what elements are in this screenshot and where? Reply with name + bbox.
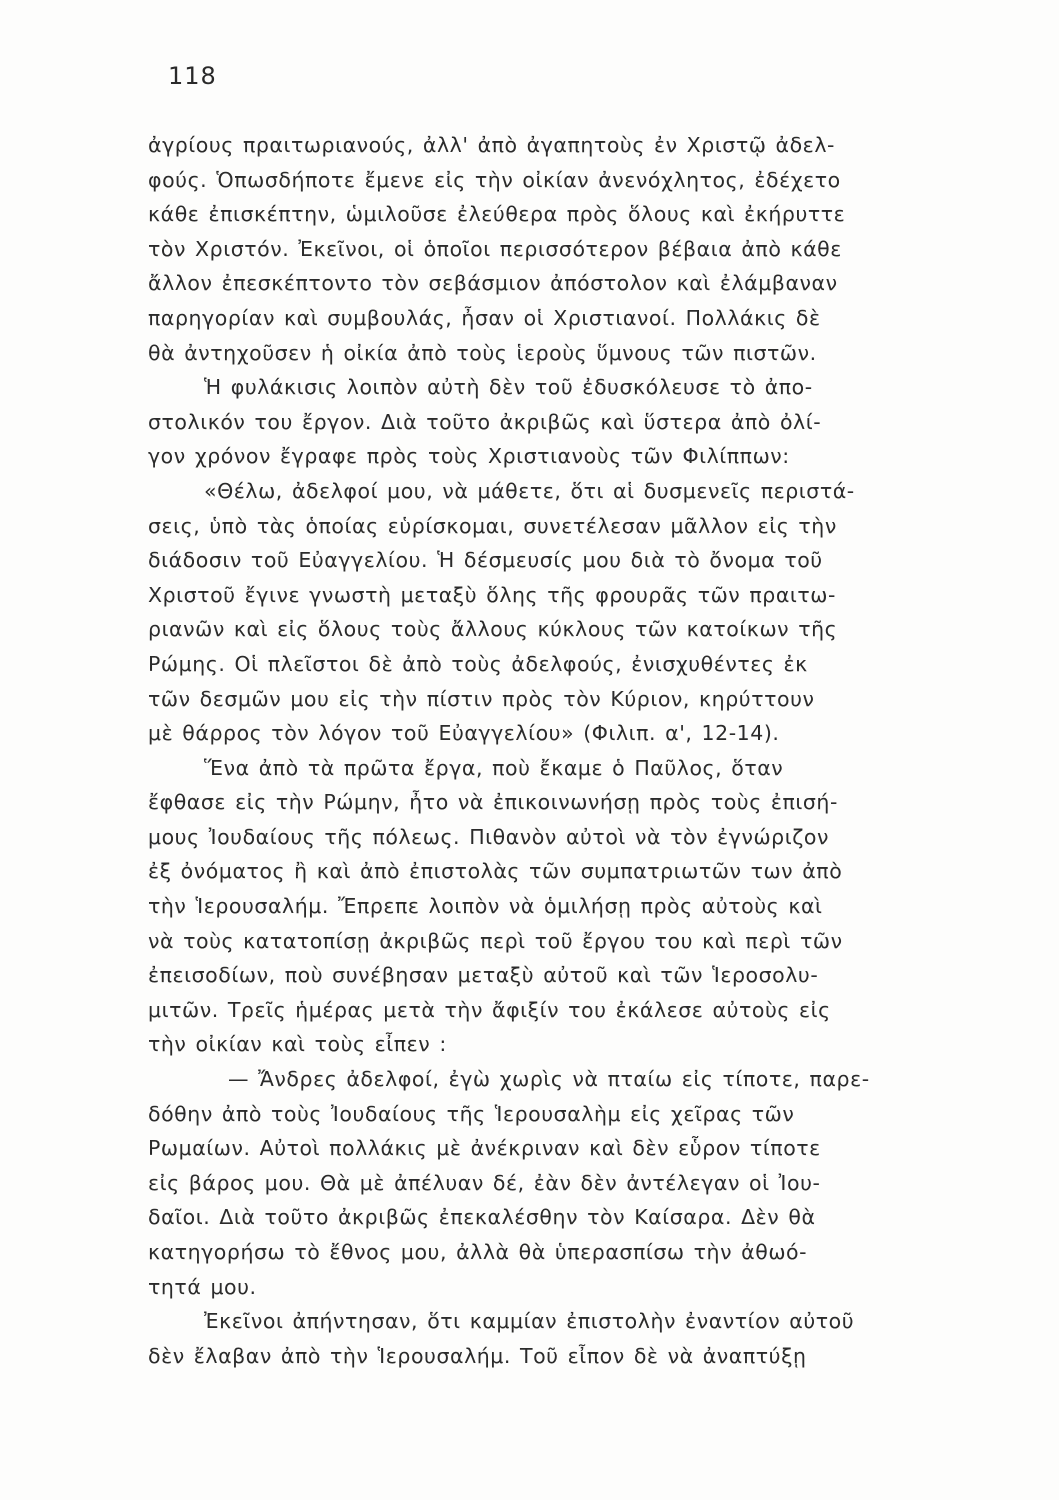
text-line: τὴν οἰκίαν καὶ τοὺς εἶπεν : <box>148 1032 447 1057</box>
text-line: σεις, ὑπὸ τὰς ὁποίας εὑρίσκομαι, συνετέλεσαν μᾶλλον εἰς τὴν <box>148 513 837 538</box>
text-line: ἔφθασε εἰς τὴν Ρώμην, ἦτο νὰ ἐπικοινωνήσῃ πρὸς τοὺς ἐπισή- <box>148 790 838 815</box>
text-line: — Ἄνδρες ἀδελφοί, ἐγὼ χωρὶς νὰ πταίω εἰς τίποτε, παρε- <box>228 1067 870 1092</box>
text-line: ριανῶν καὶ εἰς ὅλους τοὺς ἄλλους κύκλους τῶν κατοίκων τῆς <box>148 617 838 642</box>
text-line: διάδοσιν τοῦ Εὐαγγελίου. Ἡ δέσμευσίς μου διὰ τὸ ὄνομα τοῦ <box>148 548 823 573</box>
text-line: «Θέλω, ἀδελφοί μου, νὰ μάθετε, ὅτι αἱ δυσμενεῖς περιστά- <box>204 478 855 503</box>
text-line: φούς. Ὁπωσδήποτε ἔμενε εἰς τὴν οἰκίαν ἀνενόχλητος, ἐδέχετο <box>148 167 841 192</box>
text-line: κατηγορήσω τὸ ἔθνος μου, ἀλλὰ θὰ ὑπερασπίσω τὴν ἀθωό- <box>148 1240 808 1264</box>
text-line: τῶν δεσμῶν μου εἰς τὴν πίστιν πρὸς τὸν Κύριον, κηρύττουν <box>148 686 815 711</box>
text-line: νὰ τοὺς κατατοπίσῃ ἀκριβῶς περὶ τοῦ ἔργου του καὶ περὶ τῶν <box>148 928 843 953</box>
text-line: δόθην ἀπὸ τοὺς Ἰουδαίους τῆς Ἱερουσαλὴμ εἰς χεῖρας τῶν <box>148 1101 795 1126</box>
text-line: μους Ἰουδαίους τῆς πόλεως. Πιθανὸν αὐτοὶ νὰ τὸν ἐγνώριζον <box>148 824 830 849</box>
page-number: 118 <box>168 62 217 90</box>
text-line: θὰ ἀντηχοῦσεν ἡ οἰκία ἀπὸ τοὺς ἱεροὺς ὕμνους τῶν πιστῶν. <box>148 340 817 365</box>
body-text <box>148 128 1059 1373</box>
text-line: δαῖοι. Διὰ τοῦτο ἀκριβῶς ἐπεκαλέσθην τὸν Καίσαρα. Δὲν θὰ <box>148 1205 816 1230</box>
text-line: ἐπεισοδίων, ποὺ συνέβησαν μεταξὺ αὐτοῦ καὶ τῶν Ἱεροσολυ- <box>148 963 819 988</box>
text-line: Ἐκεῖνοι ἀπήντησαν, ὅτι καμμίαν ἐπιστολὴν ἐναντίον αὐτοῦ <box>204 1309 855 1334</box>
text-line: στολικόν του ἔργον. Διὰ τοῦτο ἀκριβῶς καὶ ὕστερα ἀπὸ ὀλί- <box>148 409 822 434</box>
text-line: τὸν Χριστόν. Ἐκεῖνοι, οἱ ὁποῖοι περισσότερον βέβαια ἀπὸ κάθε <box>148 236 842 261</box>
text-line: κάθε ἐπισκέπτην, ὡμιλοῦσε ἐλεύθερα πρὸς ὅλους καὶ ἐκήρυττε <box>148 202 846 227</box>
text-line: Χριστοῦ ἔγινε γνωστὴ μεταξὺ ὅλης τῆς φρουρᾶς τῶν πραιτω- <box>148 582 836 607</box>
text-line: δὲν ἔλαβαν ἀπὸ τὴν Ἱερουσαλήμ. Τοῦ εἶπον δὲ νὰ ἀναπτύξῃ <box>148 1343 807 1368</box>
text-line: μιτῶν. Τρεῖς ἡμέρας μετὰ τὴν ἄφιξίν του ἐκάλεσε αὐτοὺς εἰς <box>148 997 831 1022</box>
text-line: παρηγορίαν καὶ συμβουλάς, ἦσαν οἱ Χριστιανοί. Πολλάκις δὲ <box>148 305 821 330</box>
text-line: ἄλλον ἐπεσκέπτοντο τὸν σεβάσμιον ἀπόστολον καὶ ἐλάμβαναν <box>148 271 838 296</box>
text-line: τητά μου. <box>148 1274 257 1299</box>
text-line: Ἕνα ἀπὸ τὰ πρῶτα ἔργα, ποὺ ἔκαμε ὁ Παῦλος, ὅταν <box>204 755 784 780</box>
text-line: Ἡ φυλάκισις λοιπὸν αὐτὴ δὲν τοῦ ἐδυσκόλευσε τὸ ἀπο- <box>204 375 813 400</box>
text-line: Ρώμης. Οἱ πλεῖστοι δὲ ἀπὸ τοὺς ἀδελφούς, ἐνισχυθέντες ἐκ <box>148 651 808 676</box>
text-line: εἰς βάρος μου. Θὰ μὲ ἀπέλυαν δέ, ἐὰν δὲν ἀντέλεγαν οἱ Ἰου- <box>148 1170 821 1195</box>
text-line: ἐξ ὀνόματος ἢ καὶ ἀπὸ ἐπιστολὰς τῶν συμπατριωτῶν των ἀπὸ <box>148 859 843 884</box>
text-line: Ρωμαίων. Αὐτοὶ πολλάκις μὲ ἀνέκριναν καὶ δὲν εὗρον τίποτε <box>148 1136 821 1161</box>
text-line: τὴν Ἱερουσαλήμ. Ἔπρεπε λοιπὸν νὰ ὁμιλήσῃ πρὸς αὐτοὺς καὶ <box>148 894 823 919</box>
text-line: ἀγρίους πραιτωριανούς, ἀλλ' ἀπὸ ἀγαπητοὺς ἐν Χριστῷ ἀδελ- <box>148 133 835 157</box>
text-line: μὲ θάρρος τὸν λόγον τοῦ Εὐαγγελίου» (Φιλιπ. α', 12-14). <box>148 721 780 746</box>
text-line: γον χρόνον ἔγραφε πρὸς τοὺς Χριστιανοὺς τῶν Φιλίππων: <box>148 444 790 469</box>
